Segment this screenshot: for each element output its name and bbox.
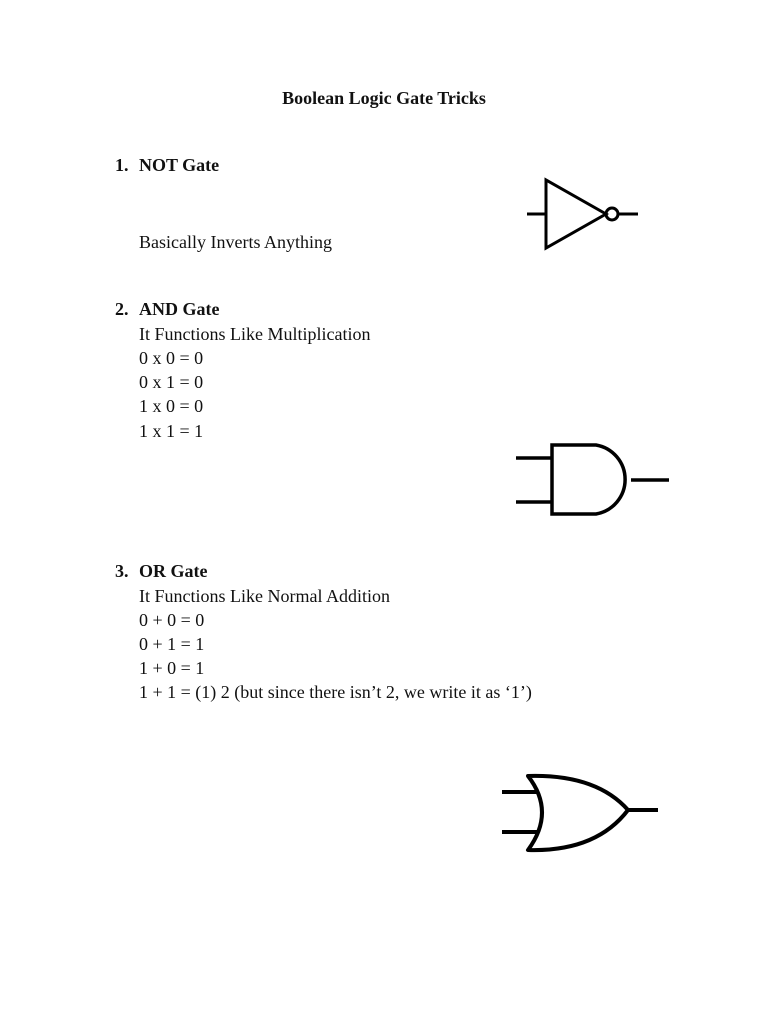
not-gate-icon	[524, 176, 644, 254]
or-gate-icon	[498, 770, 662, 856]
and-truth-row: 1 x 0 = 0	[139, 396, 204, 416]
section-number: 3.	[115, 561, 129, 581]
section-heading-or	[115, 561, 207, 582]
section-title: NOT Gate	[139, 155, 220, 175]
and-truth-row: 0 x 1 = 0	[139, 372, 204, 392]
and-gate-icon	[512, 440, 674, 520]
section-number: 1.	[115, 155, 129, 175]
section-number: 2.	[115, 299, 129, 319]
section-heading-not	[115, 155, 219, 176]
or-truth-row: 0 + 0 = 0	[139, 610, 205, 630]
and-truth-row: 0 x 0 = 0	[139, 348, 204, 368]
or-truth-row: 1 + 1 = (1) 2 (but since there isn’t 2, we write it as ‘1’)	[139, 682, 532, 702]
and-truth-row: 1 x 1 = 1	[139, 421, 204, 441]
section-title: OR Gate	[139, 561, 208, 581]
section-heading-and	[115, 299, 219, 320]
or-truth-row: 0 + 1 = 1	[139, 634, 205, 654]
document-title: Boolean Logic Gate Tricks	[282, 88, 486, 108]
and-description: It Functions Like Multiplication	[139, 324, 371, 344]
section-title: AND Gate	[139, 299, 220, 319]
not-description: Basically Inverts Anything	[139, 232, 332, 252]
or-truth-row: 1 + 0 = 1	[139, 658, 205, 678]
or-description: It Functions Like Normal Addition	[139, 586, 390, 606]
